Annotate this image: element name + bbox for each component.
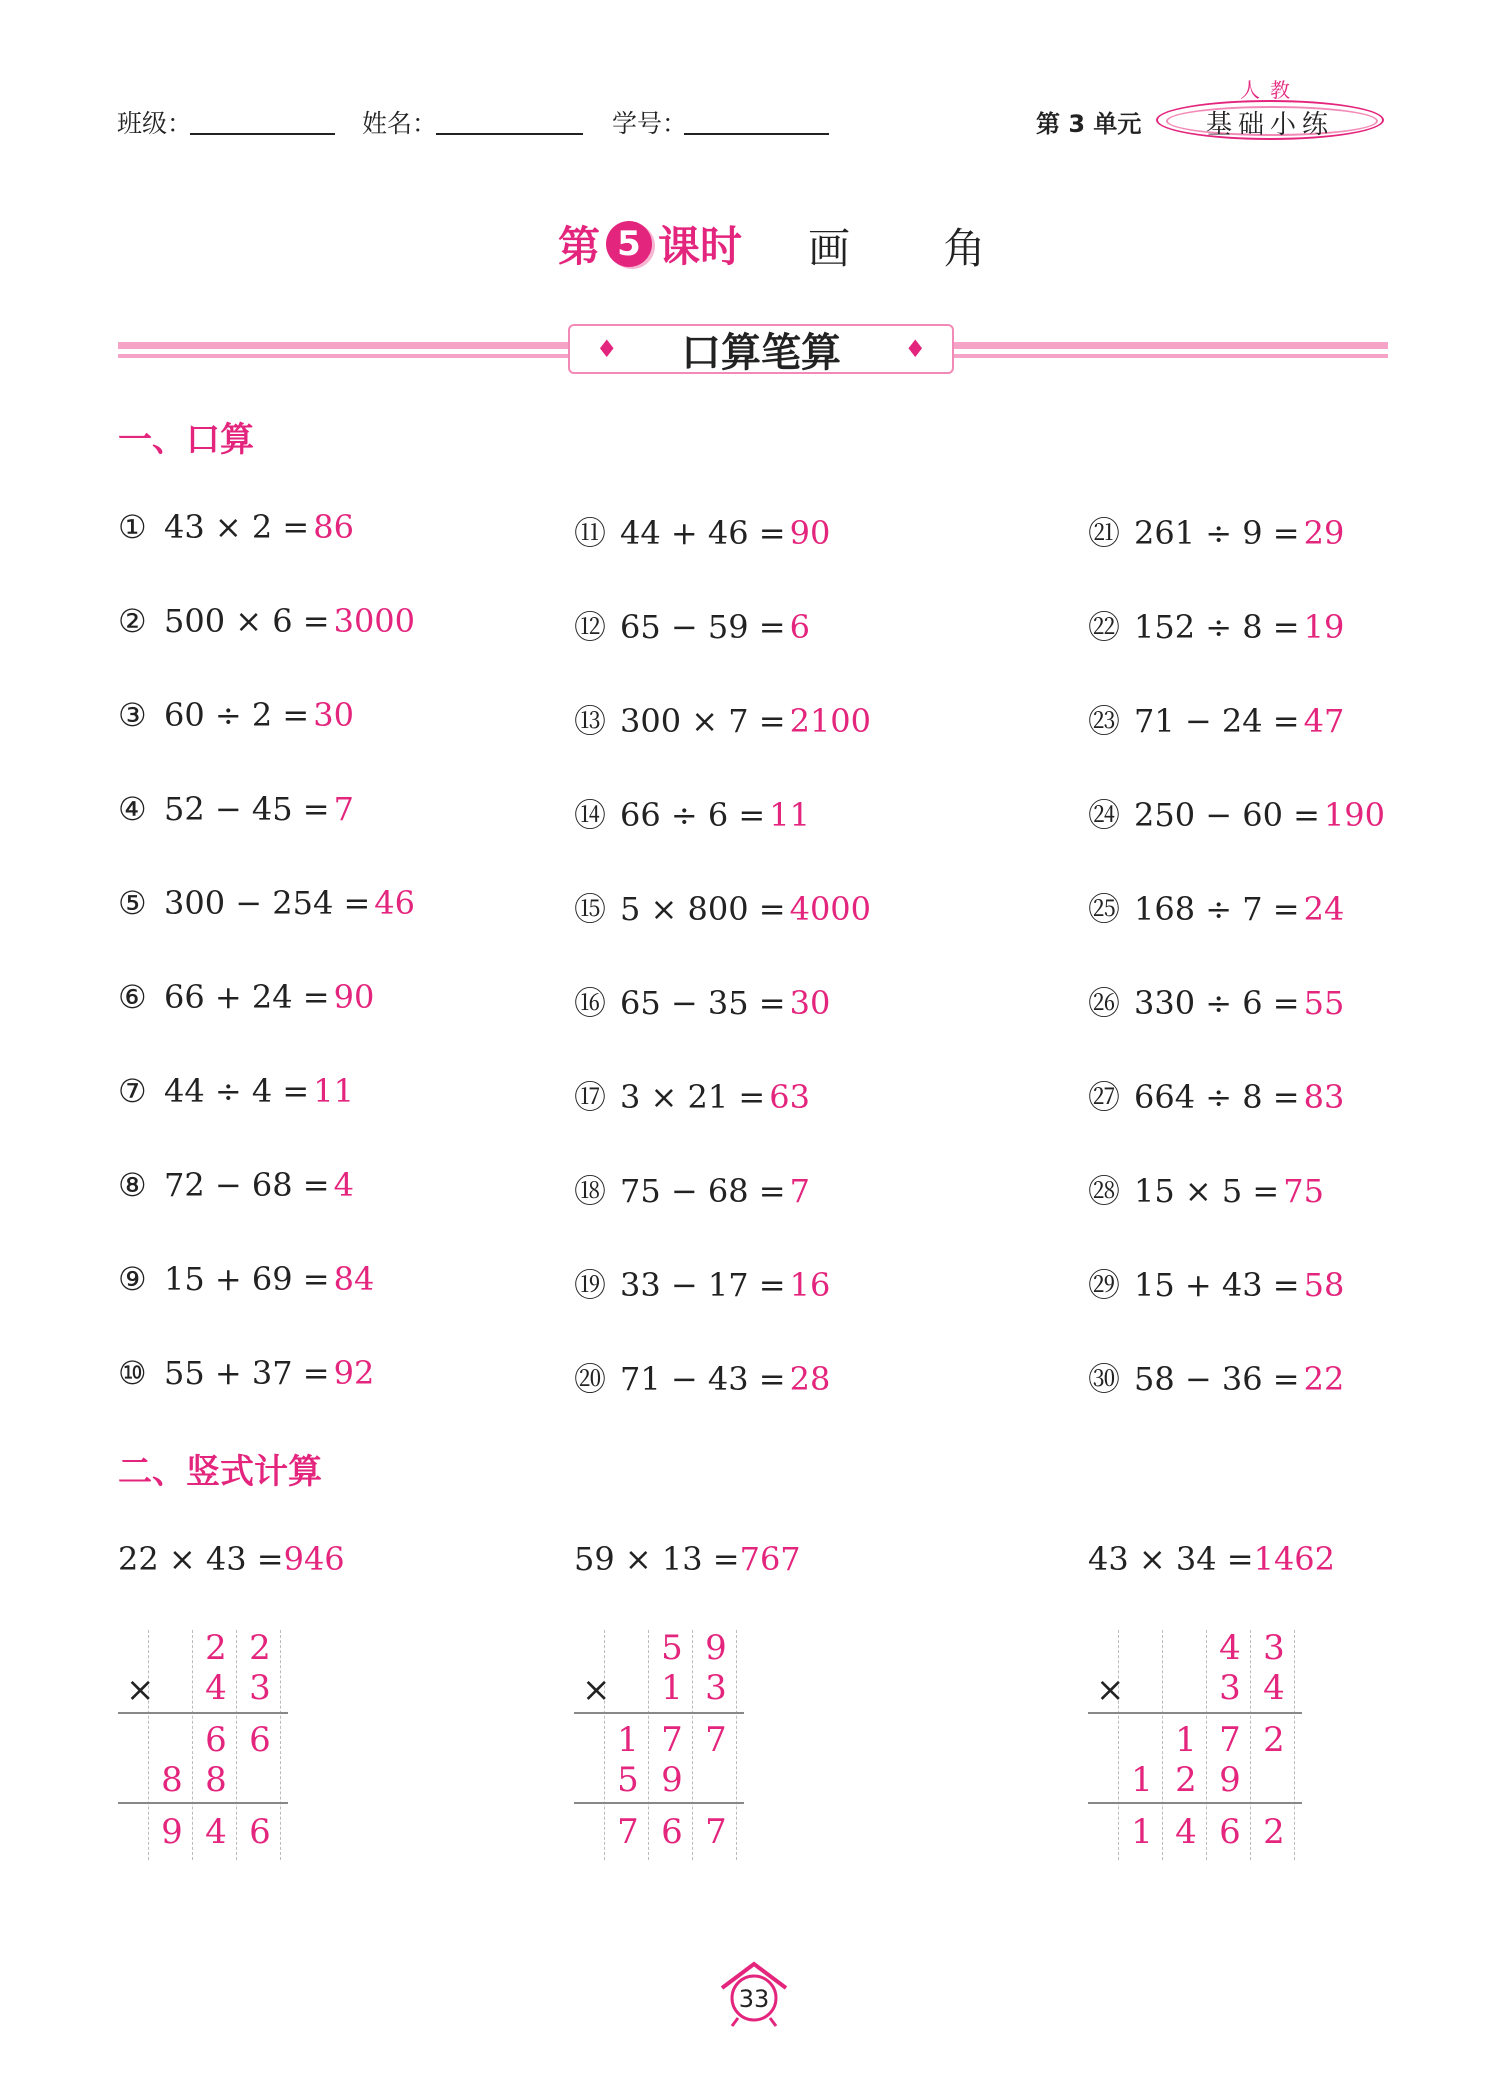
expression: 300 × 7 = (620, 702, 786, 740)
calc-rule (118, 1802, 288, 1804)
brand-text: 基础小练 (1205, 110, 1334, 140)
answer: 16 (789, 1266, 831, 1304)
item-number: ㉚ (1088, 1360, 1121, 1398)
banner-title: 口算笔算 (681, 329, 841, 376)
answer: 19 (1303, 608, 1345, 646)
item-number: ㉕ (1088, 890, 1121, 928)
digit: 3 (1263, 1628, 1285, 1668)
oral-item (574, 1166, 810, 1212)
diamond-icon: ♦ (596, 335, 618, 363)
lesson-suffix: 课时 (658, 222, 743, 271)
oral-item (1088, 508, 1344, 554)
digit: 7 (705, 1812, 727, 1852)
oral-item (574, 884, 871, 930)
digit: 6 (661, 1812, 683, 1852)
expression: 22 × 43 = (118, 1540, 284, 1578)
oral-item (118, 790, 354, 828)
oral-item (574, 978, 830, 1024)
expression: 65 − 59 = (620, 608, 786, 646)
oral-item (1088, 602, 1344, 648)
item-number: ㉘ (1088, 1172, 1121, 1210)
item-number: ⑨ (118, 1260, 147, 1298)
answer: 46 (374, 884, 416, 922)
expression: 71 − 43 = (620, 1360, 786, 1398)
digit: 7 (1219, 1720, 1241, 1760)
name-label: 姓名： (362, 109, 438, 138)
oral-item (574, 1072, 810, 1118)
answer: 11 (313, 1072, 354, 1110)
oral-item (574, 508, 830, 554)
expression: 15 + 43 = (1134, 1266, 1300, 1304)
grid-line (236, 1630, 238, 1860)
digit: 8 (205, 1760, 227, 1800)
expression: 664 ÷ 8 = (1134, 1078, 1300, 1116)
item-number: ㉗ (1088, 1078, 1121, 1116)
diamond-icon: ♦ (904, 335, 926, 363)
digit: 9 (161, 1812, 183, 1852)
grid-line (192, 1630, 194, 1860)
oral-item (118, 1166, 354, 1204)
answer: 30 (789, 984, 831, 1022)
oral-item (1088, 696, 1344, 742)
digit: 9 (1219, 1760, 1241, 1800)
oral-item (118, 1072, 354, 1110)
oral-item (574, 790, 810, 836)
digit: 3 (705, 1668, 727, 1708)
item-number: ⑭ (574, 796, 607, 834)
multiply-sign: × (1096, 1670, 1125, 1710)
answer: 946 (283, 1540, 345, 1578)
page-number: 33 (738, 1985, 770, 2013)
item-number: ⑦ (118, 1072, 147, 1110)
student-id-label: 学号： (612, 109, 688, 138)
grid-line (148, 1630, 150, 1860)
oral-item (1088, 1166, 1324, 1212)
item-number: ④ (118, 790, 147, 828)
digit: 4 (1263, 1668, 1285, 1708)
answer: 190 (1323, 796, 1386, 834)
section-vertical-title: 二、竖式计算 (118, 1452, 322, 1492)
digit: 1 (1175, 1720, 1197, 1760)
oral-item (1088, 1260, 1344, 1306)
lesson-number: 5 (606, 221, 652, 267)
digit: 6 (249, 1720, 271, 1760)
digit: 6 (1219, 1812, 1241, 1852)
calc-rule (1088, 1802, 1302, 1804)
calc-rule (1088, 1712, 1302, 1714)
calc-rule (118, 1712, 288, 1714)
digit: 7 (661, 1720, 683, 1760)
multiply-sign: × (126, 1670, 155, 1710)
section-oral-title: 一、口算 (118, 420, 254, 460)
item-number: ㉙ (1088, 1266, 1121, 1304)
banner (568, 324, 954, 374)
expression: 55 + 37 = (164, 1354, 330, 1392)
oral-item (1088, 1354, 1344, 1400)
name-field[interactable] (436, 133, 583, 135)
answer: 2100 (789, 702, 872, 740)
topic-title: 画 角 (808, 224, 1026, 273)
expression: 261 ÷ 9 = (1134, 514, 1300, 552)
oral-item (118, 978, 374, 1016)
digit: 9 (661, 1760, 683, 1800)
digit: 4 (1175, 1812, 1197, 1852)
item-number: ㉔ (1088, 796, 1121, 834)
answer: 29 (1303, 514, 1345, 552)
item-number: ㉑ (1088, 514, 1121, 552)
grid-line (736, 1630, 738, 1860)
grid-line (280, 1630, 282, 1860)
digit: 8 (161, 1760, 183, 1800)
grid-line (1250, 1630, 1252, 1860)
answer: 63 (769, 1078, 810, 1116)
digit: 7 (705, 1720, 727, 1760)
answer: 1462 (1253, 1540, 1336, 1578)
answer: 6 (789, 608, 810, 646)
digit: 2 (1263, 1812, 1285, 1852)
expression: 71 − 24 = (1134, 702, 1300, 740)
oral-item (118, 508, 354, 546)
multiply-sign: × (582, 1670, 611, 1710)
answer: 90 (789, 514, 831, 552)
expression: 15 + 69 = (164, 1260, 330, 1298)
item-number: ② (118, 602, 147, 640)
answer: 7 (333, 790, 354, 828)
class-field[interactable] (190, 133, 335, 135)
item-number: ㉒ (1088, 608, 1121, 646)
answer: 90 (333, 978, 375, 1016)
expression: 52 − 45 = (164, 790, 330, 828)
oral-item (574, 602, 810, 648)
item-number: ⑯ (574, 984, 607, 1022)
item-number: ⑰ (574, 1078, 607, 1116)
digit: 6 (249, 1812, 271, 1852)
expression: 75 − 68 = (620, 1172, 786, 1210)
expression: 168 ÷ 7 = (1134, 890, 1300, 928)
item-number: ㉓ (1088, 702, 1121, 740)
expression: 66 ÷ 6 = (620, 796, 766, 834)
lesson-prefix: 第 (558, 222, 601, 271)
digit: 9 (705, 1628, 727, 1668)
item-number: ㉖ (1088, 984, 1121, 1022)
oral-item (118, 696, 354, 734)
grid-line (692, 1630, 694, 1860)
digit: 1 (617, 1720, 639, 1760)
expression: 15 × 5 = (1134, 1172, 1280, 1210)
item-number: ⑲ (574, 1266, 607, 1304)
item-number: ⑬ (574, 702, 607, 740)
expression: 152 ÷ 8 = (1134, 608, 1300, 646)
digit: 1 (661, 1668, 683, 1708)
item-number: ⑳ (574, 1360, 607, 1398)
digit: 2 (249, 1628, 271, 1668)
oral-item (118, 1354, 374, 1392)
oral-item (574, 696, 871, 742)
vertical-equation (574, 1540, 801, 1578)
class-label: 班级： (117, 109, 193, 138)
digit: 3 (249, 1668, 271, 1708)
answer: 3000 (333, 602, 416, 640)
grid-line (1162, 1630, 1164, 1860)
grid-line (1118, 1630, 1120, 1860)
answer: 28 (789, 1360, 831, 1398)
expression: 300 − 254 = (164, 884, 371, 922)
answer: 7 (789, 1172, 810, 1210)
grid-line (648, 1630, 650, 1860)
brand-logo (1156, 100, 1384, 140)
oral-item (1088, 978, 1344, 1024)
digit: 5 (617, 1760, 639, 1800)
calc-rule (574, 1712, 744, 1714)
digit: 2 (205, 1628, 227, 1668)
vertical-equation (1088, 1540, 1335, 1578)
digit: 4 (205, 1812, 227, 1852)
oral-item (1088, 884, 1344, 930)
digit: 3 (1219, 1668, 1241, 1708)
item-number: ⑪ (574, 514, 607, 552)
expression: 43 × 34 = (1088, 1540, 1254, 1578)
expression: 5 × 800 = (620, 890, 786, 928)
digit: 7 (617, 1812, 639, 1852)
expression: 44 + 46 = (620, 514, 786, 552)
digit: 4 (1219, 1628, 1241, 1668)
digit: 5 (661, 1628, 683, 1668)
answer: 83 (1303, 1078, 1345, 1116)
oral-item (1088, 1072, 1344, 1118)
answer: 75 (1283, 1172, 1324, 1210)
unit-label: 第 3 单元 (1036, 110, 1142, 138)
item-number: ⑫ (574, 608, 607, 646)
item-number: ③ (118, 696, 147, 734)
oral-item (118, 602, 415, 640)
digit: 2 (1263, 1720, 1285, 1760)
oral-item (574, 1260, 830, 1306)
answer: 4 (333, 1166, 354, 1204)
grid-line (604, 1630, 606, 1860)
answer: 24 (1303, 890, 1345, 928)
expression: 65 − 35 = (620, 984, 786, 1022)
grid-line (1206, 1630, 1208, 1860)
item-number: ⑥ (118, 978, 147, 1016)
answer: 767 (739, 1540, 801, 1578)
expression: 60 ÷ 2 = (164, 696, 310, 734)
student-id-field[interactable] (684, 133, 829, 135)
answer: 30 (313, 696, 354, 734)
expression: 44 ÷ 4 = (164, 1072, 310, 1110)
expression: 58 − 36 = (1134, 1360, 1300, 1398)
expression: 33 − 17 = (620, 1266, 786, 1304)
expression: 500 × 6 = (164, 602, 330, 640)
digit: 6 (205, 1720, 227, 1760)
expression: 66 + 24 = (164, 978, 330, 1016)
item-number: ⑧ (118, 1166, 147, 1204)
answer: 58 (1303, 1266, 1345, 1304)
expression: 43 × 2 = (164, 508, 310, 546)
expression: 3 × 21 = (620, 1078, 766, 1116)
answer: 22 (1303, 1360, 1345, 1398)
digit: 2 (1175, 1760, 1197, 1800)
answer: 47 (1303, 702, 1345, 740)
expression: 59 × 13 = (574, 1540, 740, 1578)
expression: 330 ÷ 6 = (1134, 984, 1300, 1022)
oral-item (118, 1260, 374, 1298)
digit: 1 (1131, 1812, 1153, 1852)
lesson-title (558, 214, 742, 274)
oral-item (118, 884, 415, 922)
answer: 86 (313, 508, 354, 546)
item-number: ⑱ (574, 1172, 607, 1210)
item-number: ⑮ (574, 890, 607, 928)
answer: 92 (333, 1354, 375, 1392)
expression: 72 − 68 = (164, 1166, 330, 1204)
publisher-label: 人教 (1240, 78, 1300, 102)
oral-item (574, 1354, 830, 1400)
answer: 84 (333, 1260, 375, 1298)
oral-item (1088, 790, 1385, 836)
answer: 55 (1303, 984, 1345, 1022)
answer: 4000 (789, 890, 872, 928)
expression: 250 − 60 = (1134, 796, 1320, 834)
item-number: ① (118, 508, 147, 546)
answer: 11 (769, 796, 810, 834)
digit: 1 (1131, 1760, 1153, 1800)
digit: 4 (205, 1668, 227, 1708)
item-number: ⑤ (118, 884, 147, 922)
vertical-equation (118, 1540, 345, 1578)
grid-line (1294, 1630, 1296, 1860)
calc-rule (574, 1802, 744, 1804)
item-number: ⑩ (118, 1354, 147, 1392)
